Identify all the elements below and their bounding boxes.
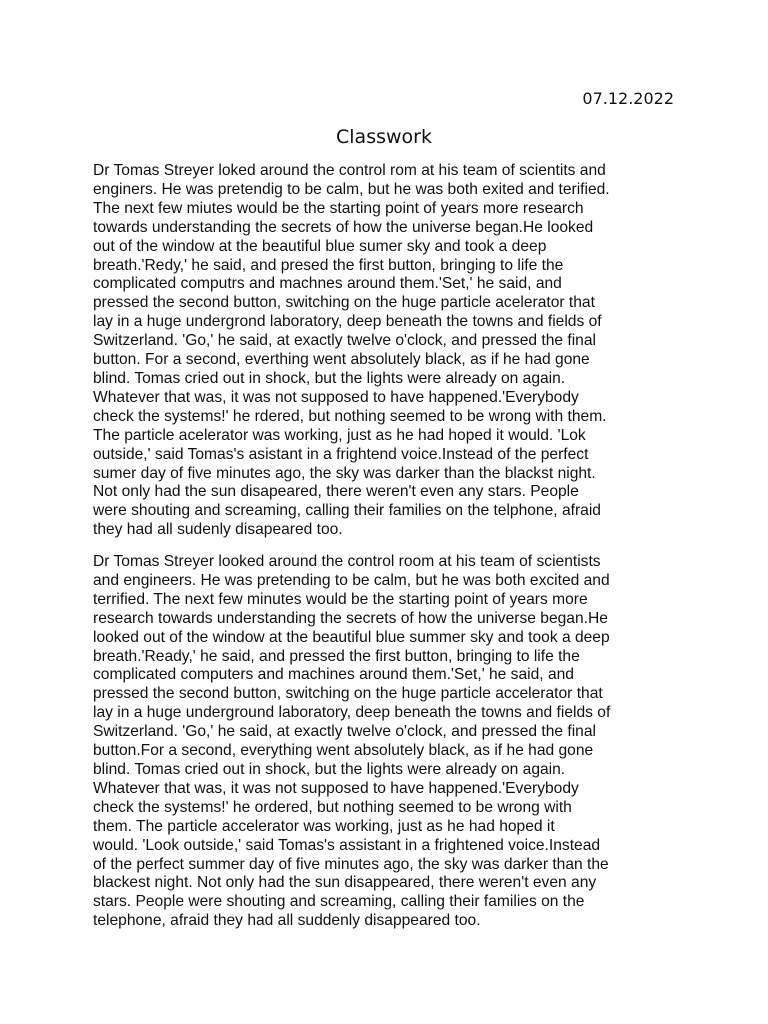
- paragraph-corrected: Dr Tomas Streyer looked around the control room at his team of scientists and engineers. He was pretending to be calm, but he was both excited and terrified. The next few minutes would be the starting point of years more research towards understanding the secrets of how the universe began.He looked out of the window at the beautiful blue summer sky and took a deep breath.'Ready,' he said, and pressed the first button, bringing to life the complicated computers and machines around them.'Set,' he said, and pressed the second button, switching on the huge particle accelerator that lay in a huge underground laboratory, deep beneath the towns and fields of Switzerland. 'Go,' he said, at exactly twelve o'clock, and pressed the final button.For a second, everything went absolutely black, as if he had gone blind. Tomas cried out in shock, but the lights were already on again. Whatever that was, it was not supposed to have happened.'Everybody check the systems!' he ordered, but nothing seemed to be wrong with them. The particle accelerator was working, just as he had hoped it would. 'Look outside,' said Tomas's assistant in a frightened voice.Instead of the perfect summer day of five minutes ago, the sky was darker than the blackest night. Not only had the sun disappeared, there weren't even any stars. People were shouting and screaming, calling their families on the telephone, afraid they had all suddenly disappeared too.: [93, 553, 611, 930]
- document-date: 07.12.2022: [582, 89, 674, 108]
- paragraph-draft: Dr Tomas Streyer loked around the control rom at his team of scientits and enginers. He was pretendig to be calm, but he was both exited and terified. The next few miutes would be the starting point of years more research towards understanding the secrets of how the universe began.He looked out of the window at the beautiful blue sumer sky and took a deep breath.'Redy,' he said, and presed the first button, bringing to life the complicated computrs and machnes around them.'Set,' he said, and pressed the second button, switching on the huge particle acelerator that lay in a huge undergrond laboratory, deep beneath the towns and fields of Switzerland. 'Go,' he said, at exactly twelve o'clock, and pressed the final button. For a second, everthing went absolutely black, as if he had gone blind. Tomas cried out in shock, but the lights were already on again. Whatever that was, it was not supposed to have happened.'Everybody check the systems!' he rdered, but nothing seemed to be wrong with them. The particle acelerator was working, just as he had hoped it would. 'Lok outside,' said Tomas's asistant in a frightend voice.Instead of the perfect sumer day of five minutes ago, the sky was darker than the blackst night. Not only had the sun disapeared, there weren't even any stars. People were shouting and screaming, calling their families on the telphone, afraid they had all sudenly disapeared too.: [93, 162, 610, 539]
- document-title: Classwork: [336, 126, 432, 148]
